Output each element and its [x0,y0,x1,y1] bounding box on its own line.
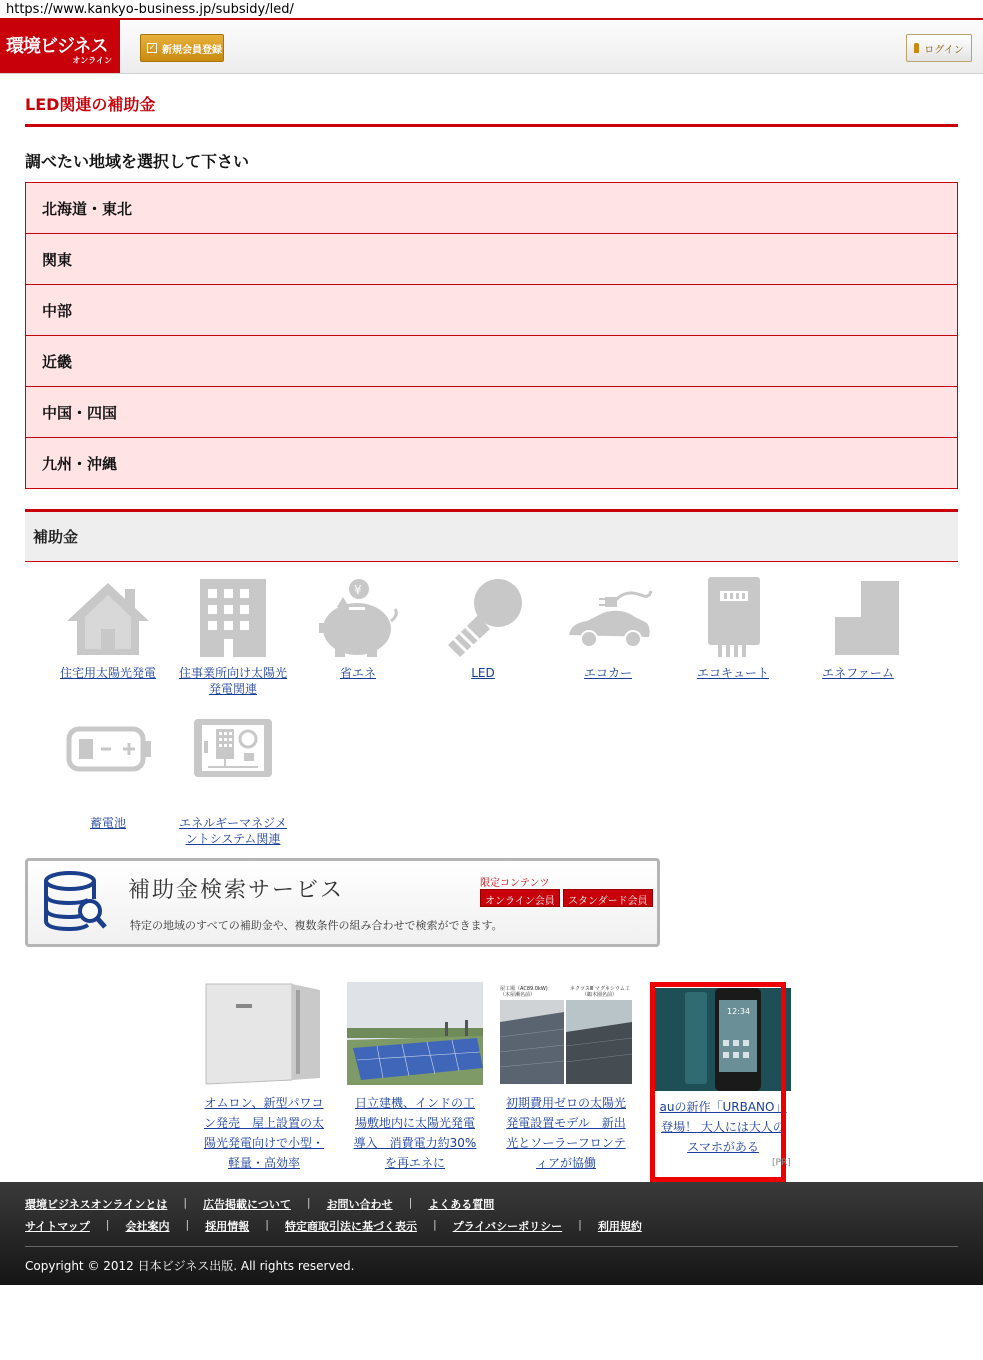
ad-caption[interactable]: 初期費用ゼロの太陽光 発電設置モデル 新出 光とソーラーフロンテ ィアが協働 [505,1096,626,1170]
site-header [0,20,983,74]
copyright: Copyright © 2012 日本ビジネス出版. All rights reserved. [25,1259,355,1273]
ad-item[interactable] [196,982,332,1173]
site-footer [0,1182,983,1285]
ad-caption[interactable]: オムロン、新型パワコ ン発売 屋上設置の太 陽光発電向けで小型・ 軽量・高効率 [203,1096,324,1170]
site-logo[interactable] [0,20,120,73]
ad-caption[interactable]: auの新作「URBANO」 登場！ 大人には大人の スマホがある [659,1100,787,1154]
category-energy-management[interactable] [173,717,293,847]
footer-link-privacy[interactable]: プライバシーポリシー [452,1220,563,1233]
label-line-1: エネルギーマネジメ [179,816,287,830]
register-label: 新規会員登録 [162,44,222,56]
ad-item[interactable] [347,982,483,1173]
region-item-chugoku-shikoku[interactable]: 中国・四国 [26,386,957,437]
logo-subtext: オンライン [72,56,112,65]
highlight-frame [650,982,786,1182]
category-solar-business[interactable] [173,577,293,697]
limited-content-label: 限定コンテンツ [480,878,550,889]
svg-text:屋工場（AC89.0kW): 屋工場（AC89.0kW) [500,986,548,992]
svg-text:¥: ¥ [354,583,362,597]
checkbox-icon: ✓ [148,43,156,52]
ad-item[interactable] [498,982,634,1173]
login-label: ログイン [924,44,964,56]
footer-link-contact[interactable]: お問い合わせ [326,1198,393,1211]
login-button[interactable] [906,34,972,62]
logo-text: 環境ビジネス [6,36,108,57]
building-icon [188,577,278,661]
category-label[interactable]: LED [471,666,495,680]
category-label[interactable]: 省エネ [339,666,376,680]
region-item-hokkaido-tohoku[interactable]: 北海道・東北 [26,183,957,233]
section-title: 補助金 [25,512,958,562]
region-list [25,182,958,489]
led-bulb-icon [438,577,528,661]
ecocute-icon [688,577,778,661]
footer-link-about[interactable]: 環境ビジネスオンラインとは [25,1198,168,1211]
category-label[interactable]: エコキュート [696,666,769,680]
search-service-description: 特定の地域のすべての補助金や、複数条件の組み合わせで検索ができます。 [130,919,503,932]
region-item-kanto[interactable]: 関東 [26,233,957,284]
svg-text:（木屋瀬名前）: （木屋瀬名前） [500,992,536,998]
category-battery[interactable] [48,717,168,831]
region-item-chubu[interactable]: 中部 [26,284,957,335]
battery-icon [63,717,153,801]
region-item-kyushu-okinawa[interactable]: 九州・沖縄 [26,437,957,488]
category-ecocute[interactable] [673,577,793,681]
rooftop-solar-image [498,982,634,1085]
category-energy-saving[interactable] [298,577,418,681]
address-bar[interactable]: https://www.kankyo-business.jp/subsidy/led/ [0,0,983,20]
label-line-1: 住事業所向け太陽光 [178,666,287,680]
category-solar-home[interactable] [48,577,168,681]
category-label[interactable] [173,665,293,697]
eco-car-icon [563,577,653,661]
house-icon [63,577,153,661]
register-button[interactable] [140,34,224,62]
ad-caption[interactable]: 日立建機、インドの工 場敷地内に太陽光発電 導入 消費電力約30% を再エネに [353,1096,477,1170]
footer-link-advertising[interactable]: 広告掲載について [203,1198,291,1211]
category-label[interactable]: エネファーム [822,666,894,680]
pr-label: [PR] [772,1158,791,1168]
enefarm-icon [813,577,903,661]
footer-link-recruit[interactable]: 採用情報 [205,1220,250,1233]
footer-link-tokushoho[interactable]: 特定商取引法に基づく表示 [284,1220,417,1233]
svg-text:ネクツスⅢ マグネシウム工: ネクツスⅢ マグネシウム工 [570,986,630,992]
standard-member-badge: スタンダード会員 [563,889,653,907]
footer-link-company[interactable]: 会社案内 [125,1220,170,1233]
footer-link-faq[interactable]: よくある質問 [428,1198,495,1211]
piggy-bank-icon [313,577,403,661]
power-conditioner-image [196,982,332,1085]
category-eco-car[interactable] [548,577,668,681]
footer-link-sitemap[interactable]: サイトマップ [25,1220,90,1233]
footer-links-row-1: 環境ビジネスオンラインとは | 広告掲載について | お問い合わせ | よくある質問 [25,1196,495,1211]
category-label[interactable]: 住宅用太陽光発電 [59,666,156,680]
footer-divider [25,1246,958,1247]
svg-text:（鶴木園名前）: （鶴木園名前） [582,992,618,998]
search-service-title: 補助金検索サービス [128,878,345,903]
online-member-badge: オンライン会員 [480,889,560,907]
energy-management-icon [188,717,278,801]
label-line-2: 発電関連 [208,682,257,696]
svg-text:12:34: 12:34 [727,1007,751,1016]
title-divider [25,124,958,127]
label-line-2: ントシステム関連 [185,832,281,846]
solar-field-image [347,982,483,1085]
subsidy-search-banner[interactable] [25,858,660,947]
category-label[interactable] [173,815,293,847]
region-heading: 調べたい地域を選択して下さい [25,152,250,171]
category-led[interactable] [423,577,543,681]
footer-link-terms[interactable]: 利用規約 [597,1220,642,1233]
database-search-icon [42,871,108,939]
category-label[interactable]: エコカー [583,666,632,680]
region-item-kinki[interactable]: 近畿 [26,335,957,386]
category-label[interactable]: 蓄電池 [89,816,126,830]
page-title: LED関連の補助金 [25,95,156,114]
footer-links-row-2: サイトマップ | 会社案内 | 採用情報 | 特定商取引法に基づく表示 | プライバシーポリシー | 利用規約 [25,1218,642,1233]
category-enefarm[interactable] [798,577,918,681]
key-icon [914,43,919,53]
